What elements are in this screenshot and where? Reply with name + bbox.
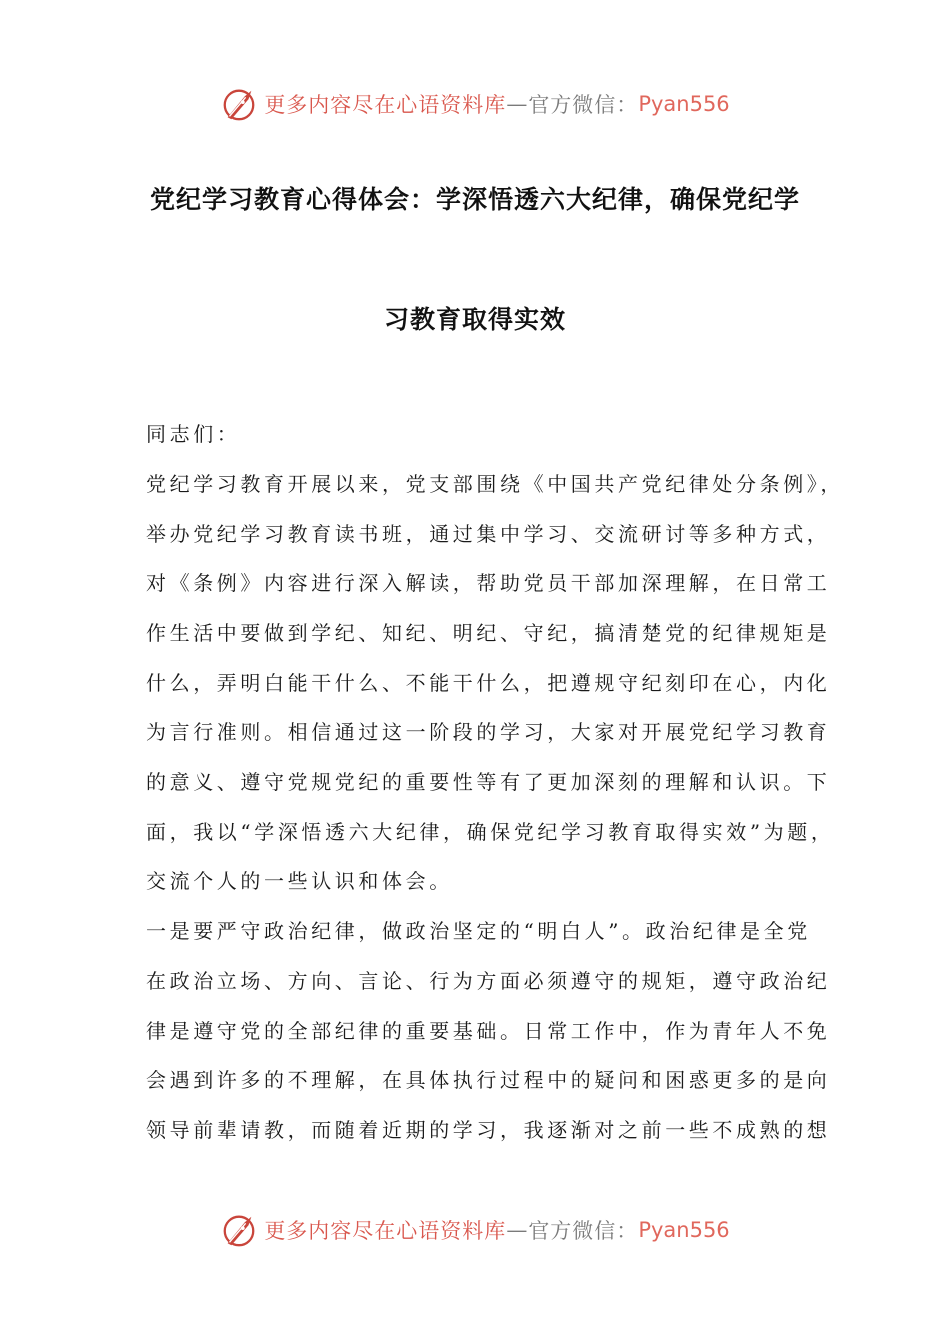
body-line: 交流个人的一些认识和体会。 <box>146 869 453 893</box>
watermark-wechat-id: Pyan556 <box>638 92 730 116</box>
watermark-brand: 更多内容尽在心语资料库 <box>264 93 507 117</box>
salutation: 同志们： <box>146 422 241 446</box>
body-line: 举办党纪学习教育读书班，通过集中学习、交流研讨等多种方式， <box>146 522 831 546</box>
body-line: 的意义、遵守党规党纪的重要性等有了更加深刻的理解和认识。下 <box>146 770 831 794</box>
pen-nib-logo-icon <box>220 1211 258 1249</box>
body-line: 会遇到许多的不理解，在具体执行过程中的疑问和困惑更多的是向 <box>146 1068 831 1092</box>
body-line: 领导前辈请教，而随着近期的学习，我逐渐对之前一些不成熟的想 <box>146 1118 831 1142</box>
watermark-wechat-id: Pyan556 <box>638 1218 730 1242</box>
body-line: 面，我以“学深悟透六大纪律，确保党纪学习教育取得实效”为题， <box>146 820 835 844</box>
document-title-line-1: 党纪学习教育心得体会：学深悟透六大纪律，确保党纪学 <box>149 185 800 214</box>
header-watermark <box>0 84 950 124</box>
body-line: 作生活中要做到学纪、知纪、明纪、守纪，搞清楚党的纪律规矩是 <box>146 621 831 645</box>
body-line: 为言行准则。相信通过这一阶段的学习，大家对开展党纪学习教育 <box>146 720 831 744</box>
watermark-brand: 更多内容尽在心语资料库 <box>264 1219 507 1243</box>
body-line: 什么，弄明白能干什么、不能干什么，把遵规守纪刻印在心，内化 <box>146 671 831 695</box>
body-line: 党纪学习教育开展以来，党支部围绕《中国共产党纪律处分条例》， <box>146 472 844 496</box>
body-line: 律是遵守党的全部纪律的重要基础。日常工作中，作为青年人不免 <box>146 1019 831 1043</box>
watermark-official: 官方微信： <box>528 93 639 117</box>
watermark-separator: — <box>506 92 529 116</box>
watermark-separator: — <box>506 1218 529 1242</box>
pen-nib-logo-icon <box>220 85 258 123</box>
body-line: 对《条例》内容进行深入解读，帮助党员干部加深理解，在日常工 <box>146 571 831 595</box>
body-line: 一是要严守政治纪律，做政治坚定的“明白人”。政治纪律是全党 <box>146 919 811 943</box>
document-title-line-2: 习教育取得实效 <box>383 305 566 334</box>
body-line: 在政治立场、方向、言论、行为方面必须遵守的规矩，遵守政治纪 <box>146 969 831 993</box>
watermark-official: 官方微信： <box>528 1219 639 1243</box>
footer-watermark <box>0 1210 950 1250</box>
